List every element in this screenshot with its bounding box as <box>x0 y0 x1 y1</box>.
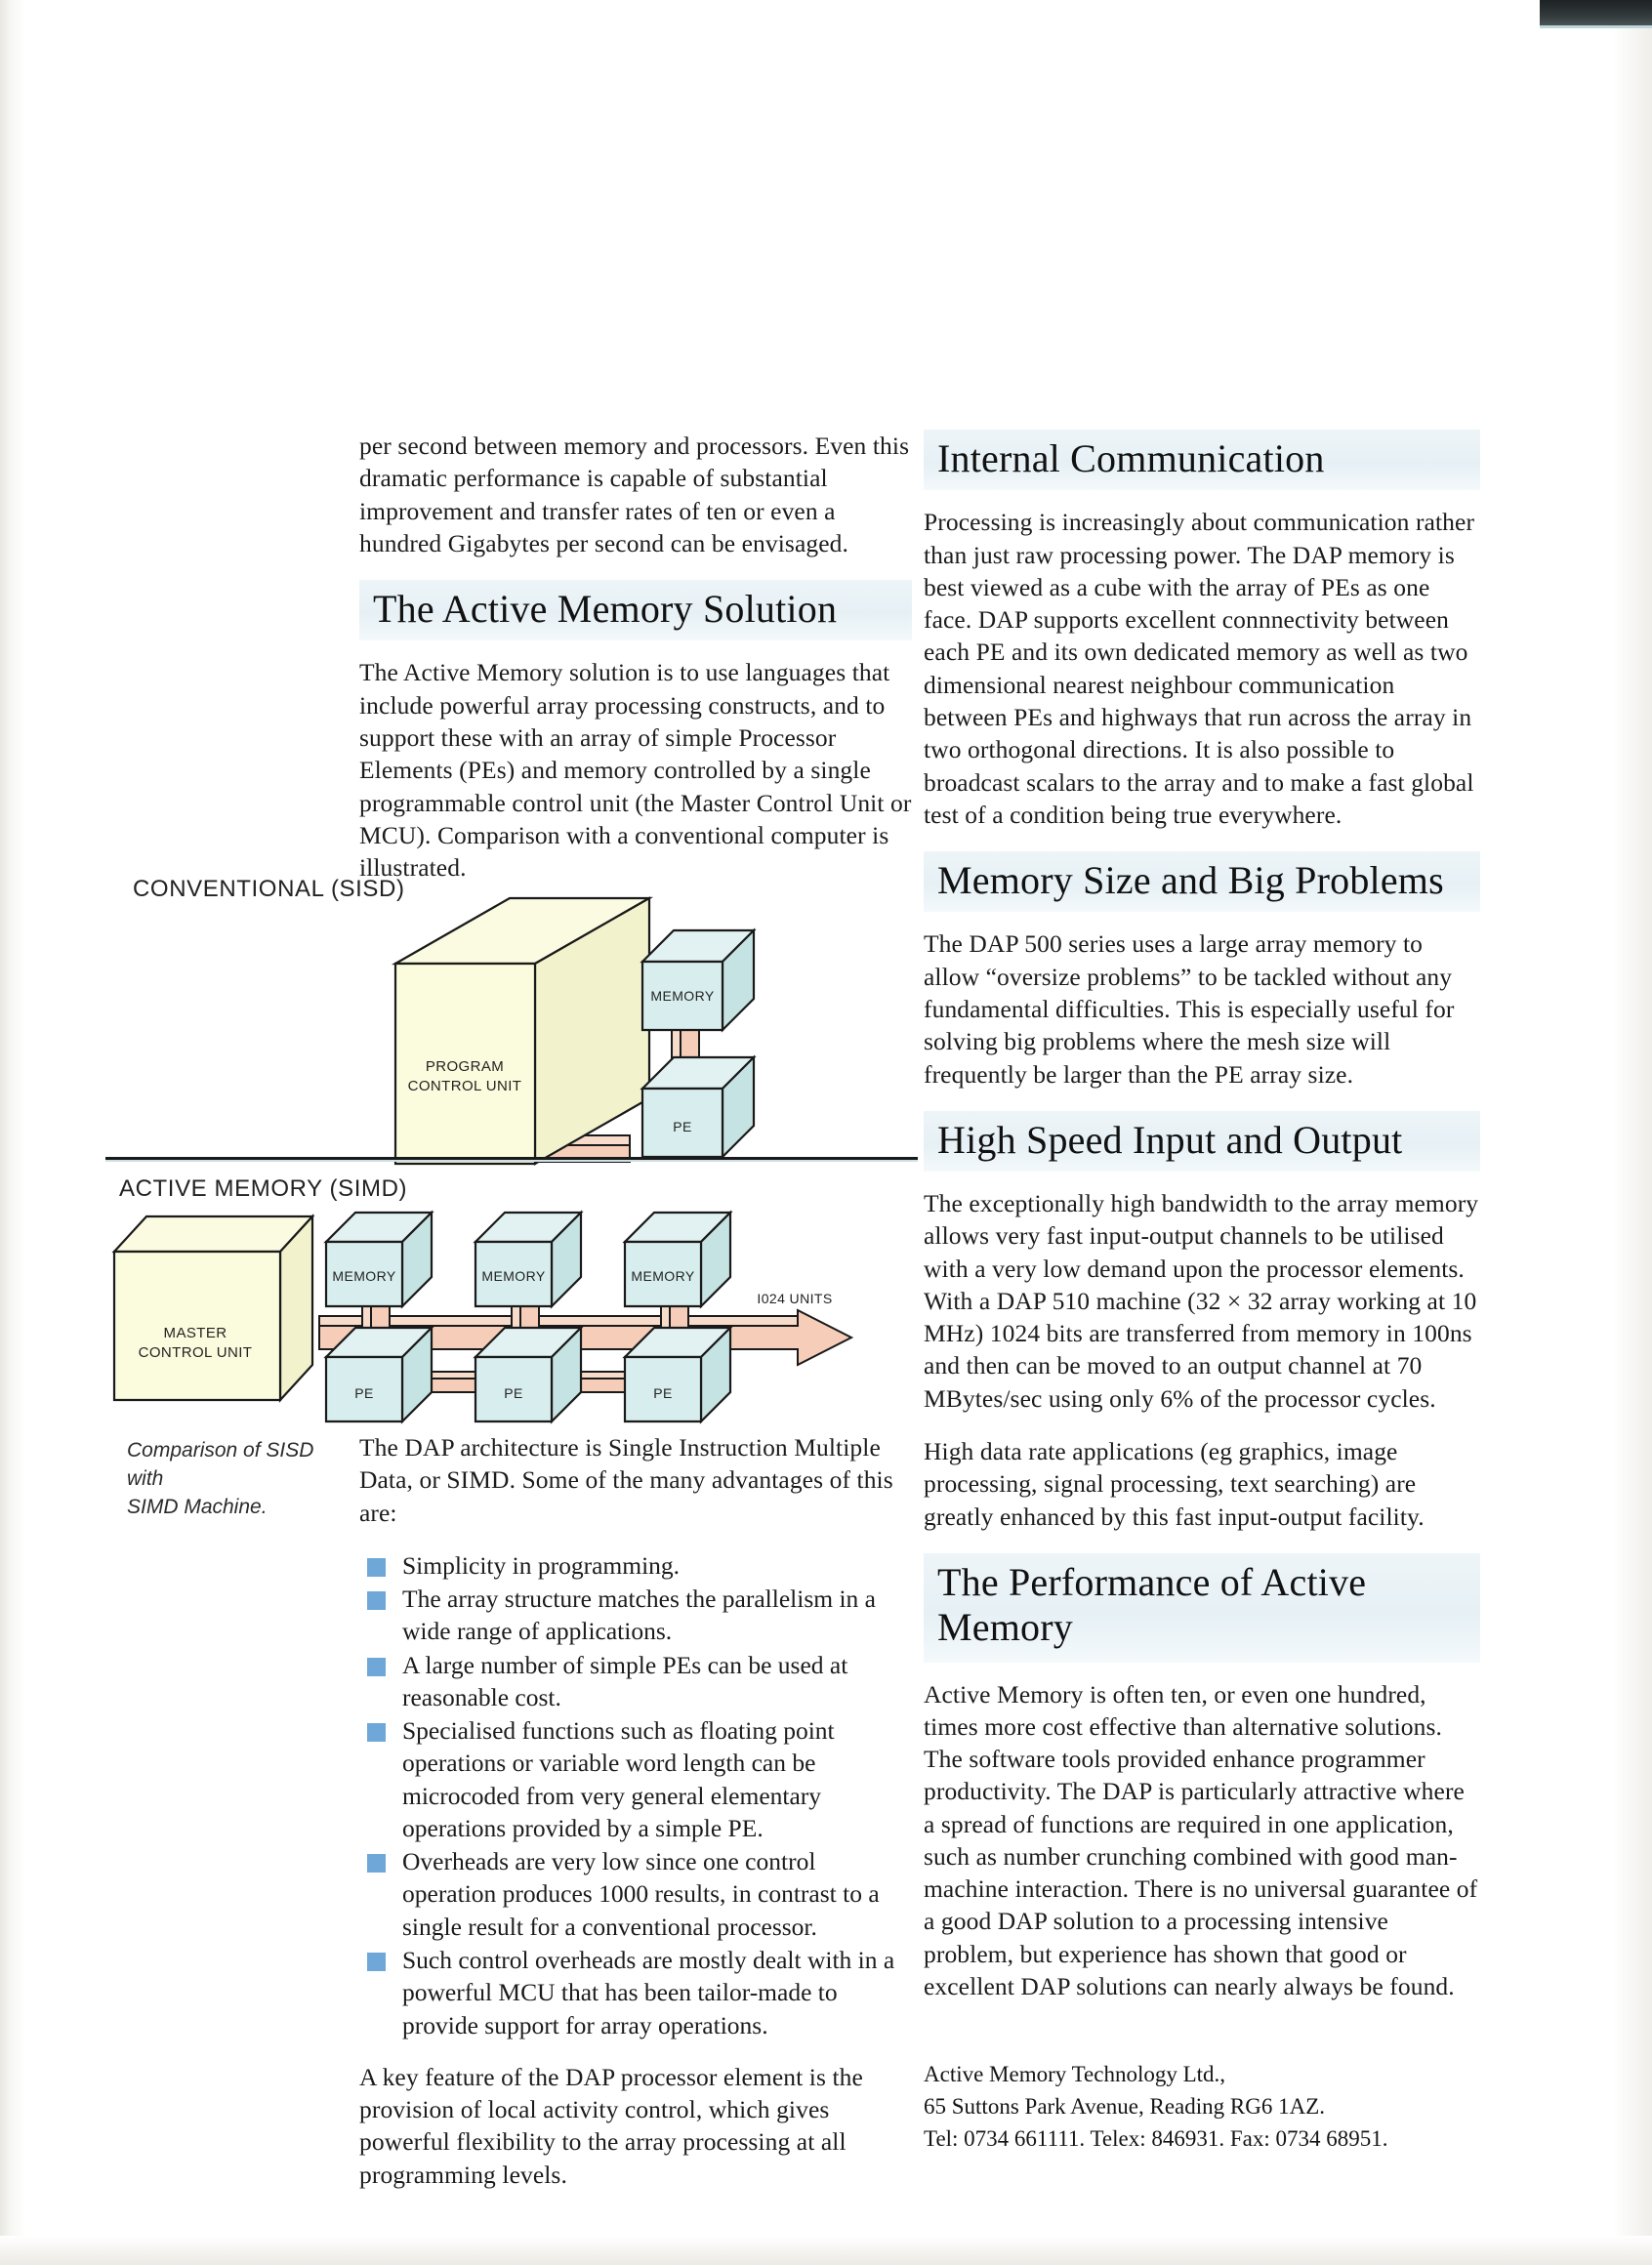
scan-edge-bottom <box>0 2236 1652 2265</box>
list-item-text: The array structure matches the parallelism in a wide range of applications. <box>402 1585 876 1646</box>
internal-communication-paragraph: Processing is increasingly about communication rather than just raw processing power. The DAP memory is best viewed as a cube with the array of PEs as one face. DAP supports excellent connnectivity between each PE and its own dedicated memory as well as two dimensional nearest neighbour communication between PEs and highways that run across the array in two orthogonal directions. It is also possible to broadcast scalars to the array and to make a fast global test of a condition being true everywhere. <box>924 508 1475 829</box>
sisd-pe-label: PE <box>673 1119 692 1134</box>
company-phone-telex-fax: Tel: 0734 661111. Telex: 846931. Fax: 0734 68951. <box>924 2126 1388 2152</box>
sisd-memory-label: MEMORY <box>650 988 715 1004</box>
list-item-text: Such control overheads are mostly dealt with in a powerful MCU that has been tailor-made to provide support for array operations. <box>402 1945 895 2039</box>
bullet-square-icon <box>367 1854 386 1873</box>
simd-pe-cube-1 <box>326 1328 432 1421</box>
scan-artifact-top-right <box>1540 0 1652 25</box>
simd-diagram-label: ACTIVE MEMORY (SIMD) <box>119 1175 408 1202</box>
sisd-pcu-label-line2: CONTROL UNIT <box>407 1078 522 1094</box>
sisd-memory-cube <box>642 930 754 1030</box>
active-memory-solution-paragraph: The Active Memory solution is to use languages that include powerful array processing constructs, and to support these with an array of simple Processor Elements (PEs) and memory controlled by a single programmable control unit (the Master Control Unit or MCU). Comparison with a conventional computer is illustrated. <box>359 658 912 883</box>
sisd-diagram <box>391 893 801 1167</box>
list-item <box>359 1714 912 1844</box>
intro-paragraph: per second between memory and processors. Even this dramatic performance is capable of substantial improvement and transfer rates of ten or even a hundred Gigabytes per second can be envisaged. <box>359 432 910 557</box>
figure-caption <box>127 1437 351 1522</box>
simd-pe-label-1: PE <box>354 1385 374 1401</box>
list-item-text: Specialised functions such as floating point operations or variable word length can be microcoded from very general elementary operations provided by a simple PE. <box>402 1716 835 1842</box>
simd-memory-cube-1 <box>326 1213 432 1306</box>
bullet-square-icon <box>367 1723 386 1742</box>
heading-internal-communication: Internal Communication <box>924 430 1480 490</box>
heading-high-speed-input-and-output: High Speed Input and Output <box>924 1111 1480 1172</box>
advantages-list <box>359 1549 912 2041</box>
closing-paragraph: A key feature of the DAP processor element is the provision of local activity control, which gives powerful flexibility to the array processing at all programming levels. <box>359 2062 863 2189</box>
contact-spacer <box>924 2023 1480 2058</box>
list-item-text: Simplicity in programming. <box>402 1550 681 1580</box>
figure-caption-line1: Comparison of SISD with <box>127 1439 314 1490</box>
section-divider-rule <box>105 1157 918 1160</box>
simd-memory-cube-2 <box>475 1213 581 1306</box>
bullet-square-icon <box>367 1658 386 1676</box>
performance-paragraph: Active Memory is often ten, or even one hundred, times more cost effective than alternative solutions. The software tools provided enhance programmer productivity. The DAP is particularly attractive where a spread of functions are required in one application, such as number crunching combined with good man-machine interaction. There is no universal guarantee of a good DAP solution to a processing intensive problem, but experience has shown that good or excellent DAP solutions can nearly always be found. <box>924 1679 1478 2000</box>
list-item <box>359 1649 912 1714</box>
bullet-square-icon <box>367 1558 386 1577</box>
company-contact-block <box>924 2058 1480 2155</box>
list-item <box>359 1583 912 1648</box>
company-address: 65 Suttons Park Avenue, Reading RG6 1AZ. <box>924 2094 1325 2120</box>
simd-mcu-label-line1: MASTER <box>163 1325 227 1341</box>
high-speed-io-paragraph-2: High data rate applications (eg graphics, image processing, signal processing, text searching) are greatly enhanced by this fast input-output facility. <box>924 1437 1425 1531</box>
list-item <box>359 1845 912 1943</box>
scan-edge-right <box>1613 0 1652 2265</box>
memory-size-paragraph: The DAP 500 series uses a large array memory to allow “oversize problems” to be tackled without any fundamental difficulties. This is especially useful for solving big problems where the mesh size will frequently be larger than the PE array size. <box>924 929 1455 1089</box>
scan-artifact-underline <box>1540 25 1652 28</box>
sisd-pcu-label-line1: PROGRAM <box>425 1058 505 1075</box>
bullet-square-icon <box>367 1591 386 1610</box>
list-item-text: Overheads are very low since one control operation produces 1000 results, in contrast to a single result for a conventional processor. <box>402 1847 880 1941</box>
dap-architecture-paragraph: The DAP architecture is Single Instruction Multiple Data, or SIMD. Some of the many advantages of this are: <box>359 1433 893 1527</box>
simd-memory-label-1: MEMORY <box>332 1268 396 1284</box>
sisd-program-control-unit-cube <box>395 898 649 1164</box>
high-speed-io-paragraph-1: The exceptionally high bandwidth to the array memory allows very fast input-output channels to be utilised with a very low demand upon the processor elements. With a DAP 510 machine (32 × 32 array working at 10 MHz) 1024 bits are transferred from memory in 100ns and then can be moved to an output channel at 70 MBytes/sec using only 6% of the processor cycles. <box>924 1189 1479 1413</box>
simd-memory-cube-3 <box>625 1213 730 1306</box>
simd-pe-cube-3 <box>625 1328 730 1421</box>
bullet-square-icon <box>367 1953 386 1971</box>
simd-pe-cube-2 <box>475 1328 581 1421</box>
simd-memory-label-3: MEMORY <box>631 1268 695 1284</box>
figure-caption-line2: SIMD Machine. <box>127 1495 268 1518</box>
heading-active-memory-solution: The Active Memory Solution <box>359 580 912 640</box>
sisd-diagram-label: CONVENTIONAL (SISD) <box>133 876 405 902</box>
list-item-text: A large number of simple PEs can be used at reasonable cost. <box>402 1650 848 1711</box>
right-column <box>924 430 1480 2156</box>
scan-edge-left <box>0 0 25 2265</box>
heading-performance-of-active-memory: The Performance of Active Memory <box>924 1553 1480 1663</box>
simd-diagram <box>109 1201 920 1440</box>
left-column <box>359 430 912 904</box>
simd-pe-label-3: PE <box>653 1385 673 1401</box>
simd-mcu-label-line2: CONTROL UNIT <box>138 1344 253 1361</box>
company-name: Active Memory Technology Ltd., <box>924 2062 1226 2087</box>
sisd-pe-cube <box>642 1057 754 1157</box>
heading-memory-size-and-big-problems: Memory Size and Big Problems <box>924 851 1480 912</box>
simd-master-control-unit-cube <box>114 1216 312 1400</box>
list-item <box>359 1549 912 1582</box>
simd-units-label: I024 UNITS <box>757 1291 833 1306</box>
list-item <box>359 1944 912 2041</box>
left-column-lower <box>359 1431 912 2211</box>
simd-pe-label-2: PE <box>504 1385 523 1401</box>
simd-memory-label-2: MEMORY <box>481 1268 546 1284</box>
